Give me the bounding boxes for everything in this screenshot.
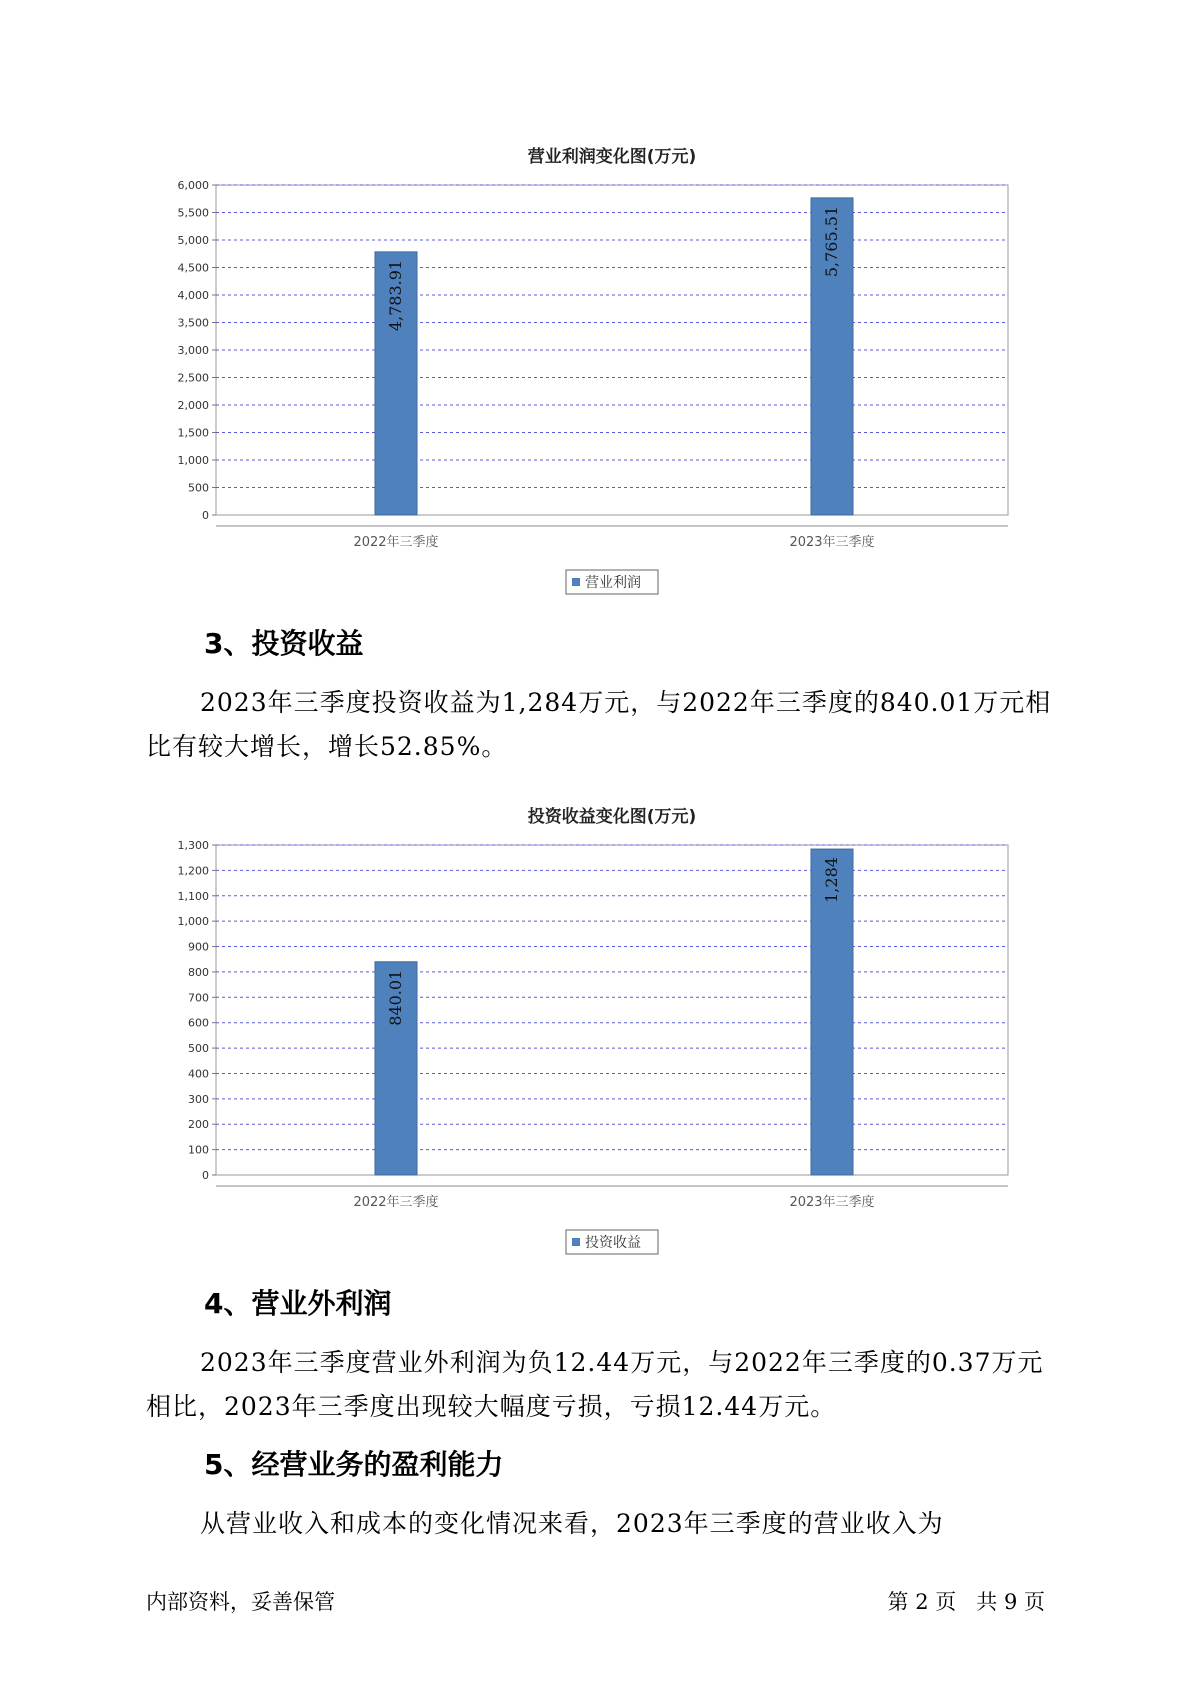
y-tick-label: 2,000 (177, 399, 209, 412)
y-tick-label: 100 (188, 1143, 209, 1157)
y-tick-label: 500 (188, 481, 209, 495)
y-tick-label: 500 (188, 1042, 209, 1056)
section-4-heading: 4、营业外利润 (204, 1287, 392, 1320)
y-tick-label: 6,000 (177, 179, 209, 192)
x-category-label: 2023年三季度 (789, 535, 875, 550)
y-tick-label: 800 (188, 965, 209, 979)
y-tick-label: 4,000 (177, 289, 209, 302)
y-tick-label: 1,300 (177, 839, 209, 852)
y-tick-label: 4,500 (177, 261, 209, 275)
x-category-label: 2022年三季度 (353, 1195, 439, 1210)
y-tick-label: 1,200 (177, 864, 209, 878)
bar-data-label: 840.01 (386, 969, 405, 1026)
section-5-paragraph: 从营业收入和成本的变化情况来看，2023年三季度的营业收入为 (200, 1509, 944, 1538)
operating-profit-chart-svg (0, 128, 1191, 598)
y-tick-label: 1,000 (177, 915, 209, 929)
section-5-heading: 5、经营业务的盈利能力 (204, 1448, 504, 1481)
y-tick-label: 900 (188, 940, 209, 954)
legend-swatch (572, 578, 580, 586)
x-category-label: 2023年三季度 (789, 1195, 875, 1210)
y-tick-label: 2,500 (177, 371, 209, 385)
y-tick-label: 0 (202, 1169, 209, 1182)
investment-income-chart (0, 788, 1191, 1258)
footer-page-number: 第 2 页 共 9 页 (887, 1590, 1045, 1614)
y-tick-label: 5,500 (177, 206, 209, 220)
y-tick-label: 5,000 (177, 234, 209, 247)
y-tick-label: 1,100 (177, 889, 209, 903)
y-tick-label: 700 (188, 991, 209, 1005)
x-category-label: 2022年三季度 (353, 535, 439, 550)
y-tick-label: 300 (188, 1092, 209, 1106)
y-tick-label: 400 (188, 1067, 209, 1081)
chart-title: 投资收益变化图(万元) (527, 807, 697, 827)
section-3-heading: 3、投资收益 (204, 627, 364, 660)
chart-title: 营业利润变化图(万元) (527, 147, 697, 167)
legend-label: 营业利润 (585, 575, 641, 591)
plot-area (216, 845, 1008, 1175)
bar-data-label: 1,284 (822, 857, 841, 903)
y-tick-label: 1,000 (177, 454, 209, 467)
legend-swatch (572, 1238, 580, 1246)
y-tick-label: 3,000 (177, 344, 209, 357)
investment-income-chart-svg (0, 788, 1191, 1258)
y-tick-label: 600 (188, 1016, 209, 1030)
legend-label: 投资收益 (585, 1235, 641, 1251)
y-tick-label: 1,500 (177, 426, 209, 440)
section-4-paragraph: 2023年三季度营业外利润为负12.44万元，与2022年三季度的0.37万元相比，2023年三季度出现较大幅度亏损，亏损12.44万元。 (146, 1348, 1044, 1421)
operating-profit-chart (0, 128, 1191, 598)
y-tick-label: 200 (188, 1118, 209, 1132)
section-3-paragraph: 2023年三季度投资收益为1,284万元，与2022年三季度的840.01万元相比有较大增长，增长52.85%。 (146, 688, 1052, 761)
y-tick-label: 3,500 (177, 316, 209, 330)
y-tick-label: 0 (202, 509, 209, 522)
bar-data-label: 4,783.91 (386, 259, 405, 332)
footer-confidential-note: 内部资料，妥善保管 (146, 1590, 335, 1614)
bar-data-label: 5,765.51 (822, 205, 841, 278)
